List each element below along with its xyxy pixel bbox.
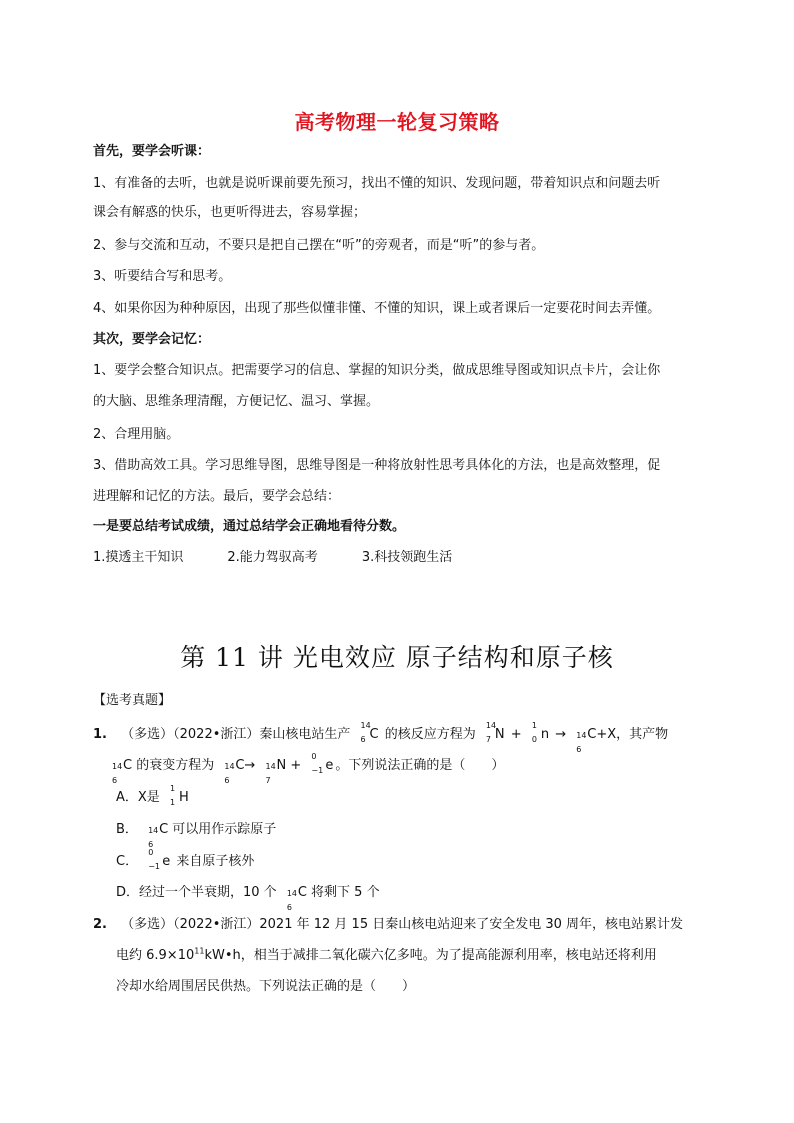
nuclide-neutron: 1 0 n [531, 721, 550, 744]
listening-point-2: 2、参与交流和互动，不要只是把自己摆在“听”的旁观者，而是“听”的参与者。 [93, 238, 545, 253]
nuclide-c14: 14 6 C [360, 721, 379, 744]
question-text: 。下列说法正确的是（ ） [335, 758, 505, 773]
question-1-line-2: 14 6 C 的衰变方程为 14 6 C→ 14 7 N + 0 −1 e 。下列说法正确的是（ ） [112, 752, 505, 785]
option-text: C 可以用作示踪原子 [159, 822, 277, 837]
strategy-title: 高考物理一轮复习策略 [294, 110, 500, 134]
nuclide-electron: 0 −1 e [311, 752, 334, 775]
question-text: N + [276, 758, 302, 773]
listening-point-1b: 课会有解惑的快乐，也更听得进去，容易掌握； [93, 205, 367, 220]
option-label: A．X是 [116, 790, 160, 805]
question-text: C→ [235, 758, 256, 773]
option-b[interactable]: B． 14 6 C 可以用作示踪原子 [116, 822, 277, 849]
question-text: C 的衰变方程为 [123, 758, 215, 773]
skill-item: 1.摸透主干知识 [93, 550, 184, 565]
question-1-line-1: 1. （多选）（2022•浙江）秦山核电站生产 14 6 C 的核反应方程为 14 7 N + 1 0 n → 14 6 C+X，其产物 [93, 721, 669, 754]
skills-row [93, 551, 452, 564]
heading-memory: 其次，要学会记忆： [93, 332, 211, 347]
listening-point-4: 4、如果你因为种种原因，出现了那些似懂非懂、不懂的知识，课上或者课后一定要花时间去弄懂。 [93, 301, 661, 316]
option-a[interactable] [116, 784, 191, 807]
question-number: 1. [93, 727, 107, 742]
question-2-line-1 [93, 918, 683, 931]
question-text: （多选）（2022•浙江）秦山核电站生产 [121, 727, 351, 742]
listening-point-1a: 1、有准备的去听，也就是说听课前要先预习，找出不懂的知识、发现问题，带着知识点和问题去听 [93, 176, 661, 191]
memory-point-2: 2、合理用脑。 [93, 427, 180, 442]
question-text: （多选）（2022•浙江）2021 年 12 月 15 日秦山核电站迎来了安全发电 30 周年，核电站累计发 [121, 917, 684, 932]
option-label: B． [116, 822, 138, 837]
question-text: kW•h，相当于减排二氧化碳六亿多吨。为了提高能源利用率，核电站还将利用 [204, 948, 657, 963]
option-c[interactable] [116, 848, 255, 871]
memory-point-1b: 的大脑、思维条理清醒，方便记忆、温习、掌握。 [93, 394, 380, 409]
skill-item: 2.能力驾驭高考 [227, 550, 318, 565]
question-text: C+X，其产物 [587, 727, 669, 742]
question-2-line-3: 冷却水给周围居民供热。下列说法正确的是（ ） [116, 979, 416, 994]
memory-point-1a: 1、要学会整合知识点。把需要学习的信息、掌握的知识分类，做成思维导图或知识点卡片，会让你 [93, 363, 661, 378]
question-text: 电约 6.9×10 [116, 948, 195, 963]
arrow-icon: → [555, 727, 567, 742]
plus-sign: + [510, 727, 522, 742]
option-text: 来自原子核外 [176, 854, 255, 869]
option-label: C． [116, 854, 139, 869]
option-text: C 将剩下 5 个 [297, 885, 380, 900]
nuclide-n14: 14 7 N [485, 721, 505, 744]
exponent: 11 [194, 946, 205, 956]
question-2-line-2 [116, 946, 657, 963]
question-number: 2. [93, 917, 107, 932]
section-label: 【选考真题】 [93, 693, 172, 708]
question-text: 的核反应方程为 [384, 727, 476, 742]
memory-point-3a: 3、借助高效工具。学习思维导图，思维导图是一种将放射性思考具体化的方法，也是高效整理，促 [93, 458, 661, 473]
summary-line: 一是要总结考试成绩，通过总结学会正确地看待分数。 [93, 519, 406, 534]
option-d[interactable]: D．经过一个半衰期，10 个 14 6 C 将剩下 5 个 [116, 885, 380, 912]
nuclide-electron: 0 −1 e [148, 848, 171, 871]
skill-item: 3.科技领跑生活 [361, 550, 453, 565]
memory-point-3b: 进理解和记忆的方法。最后，要学会总结： [93, 489, 341, 504]
heading-listening: 首先，要学会听课： [93, 144, 211, 159]
nuclide-hydrogen: 1 1 H [169, 784, 189, 807]
listening-point-3: 3、听要结合写和思考。 [93, 269, 232, 284]
lecture-title: 第 11 讲 光电效应 原子结构和原子核 [180, 643, 614, 672]
option-label: D．经过一个半衰期，10 个 [116, 885, 277, 900]
